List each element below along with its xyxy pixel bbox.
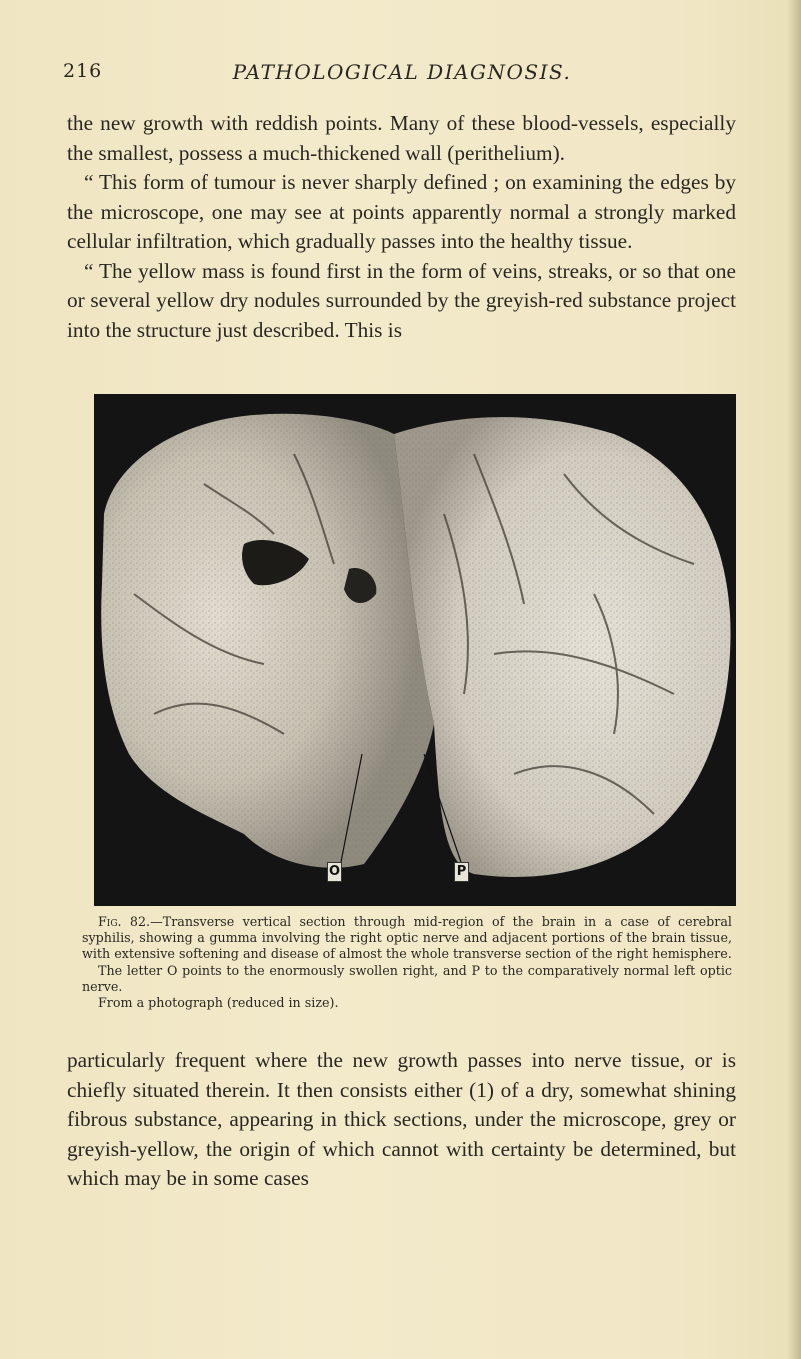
body-text-top — [67, 109, 736, 345]
running-title: PATHOLOGICAL DIAGNOSIS. — [232, 60, 572, 84]
figure-caption — [82, 914, 732, 1011]
caption-source: From a photograph (reduced in size). — [98, 995, 339, 1011]
body-text-bottom — [67, 1046, 736, 1194]
caption-paragraph — [82, 914, 732, 963]
running-head — [63, 60, 741, 90]
paragraph: “ This form of tumour is never sharply defined ; on examining the edges by the microscope, one may see at points apparently normal a strongly marked cellular infiltration, which gradually passes into the healthy tissue. — [67, 170, 736, 253]
caption-letters: The letter O points to the enormously swollen right, and P to the comparatively normal left optic nerve. — [82, 962, 732, 994]
paragraph: “ The yellow mass is found first in the form of veins, streaks, or so that one or several yellow dry nodules surrounded by the greyish-red substance project into the structure just described. This is — [67, 258, 736, 342]
brain-section-image — [94, 394, 736, 906]
brain-section-photograph — [94, 394, 736, 906]
caption-main: —Transverse vertical section through mid-region of the brain in a case of cerebral syphilis, showing a gumma involving the right optic nerve and adjacent portions of the brain tissue, with extensive softening and disease of almost the whole transverse section of the right hemisphere. — [82, 914, 732, 962]
figure-label-p: P — [454, 862, 469, 882]
page-edge-shadow — [787, 0, 801, 1359]
paragraph: the new growth with reddish points. Many of these blood-vessels, especially the smallest, possess a much-thickened wall (perithelium). — [67, 111, 736, 165]
caption-lead: Fig. 82. — [98, 914, 151, 929]
paragraph: particularly frequent where the new growth passes into nerve tissue, or is chiefly situated therein. It then consists either (1) of a dry, somewhat shining fibrous substance, appearing in thick sections, under the microscope, grey or greyish-yellow, the origin of which cannot with certainty be determined, but which may be in some cases — [67, 1048, 736, 1190]
page-number: 216 — [63, 60, 103, 82]
figure-label-o: O — [327, 862, 342, 882]
